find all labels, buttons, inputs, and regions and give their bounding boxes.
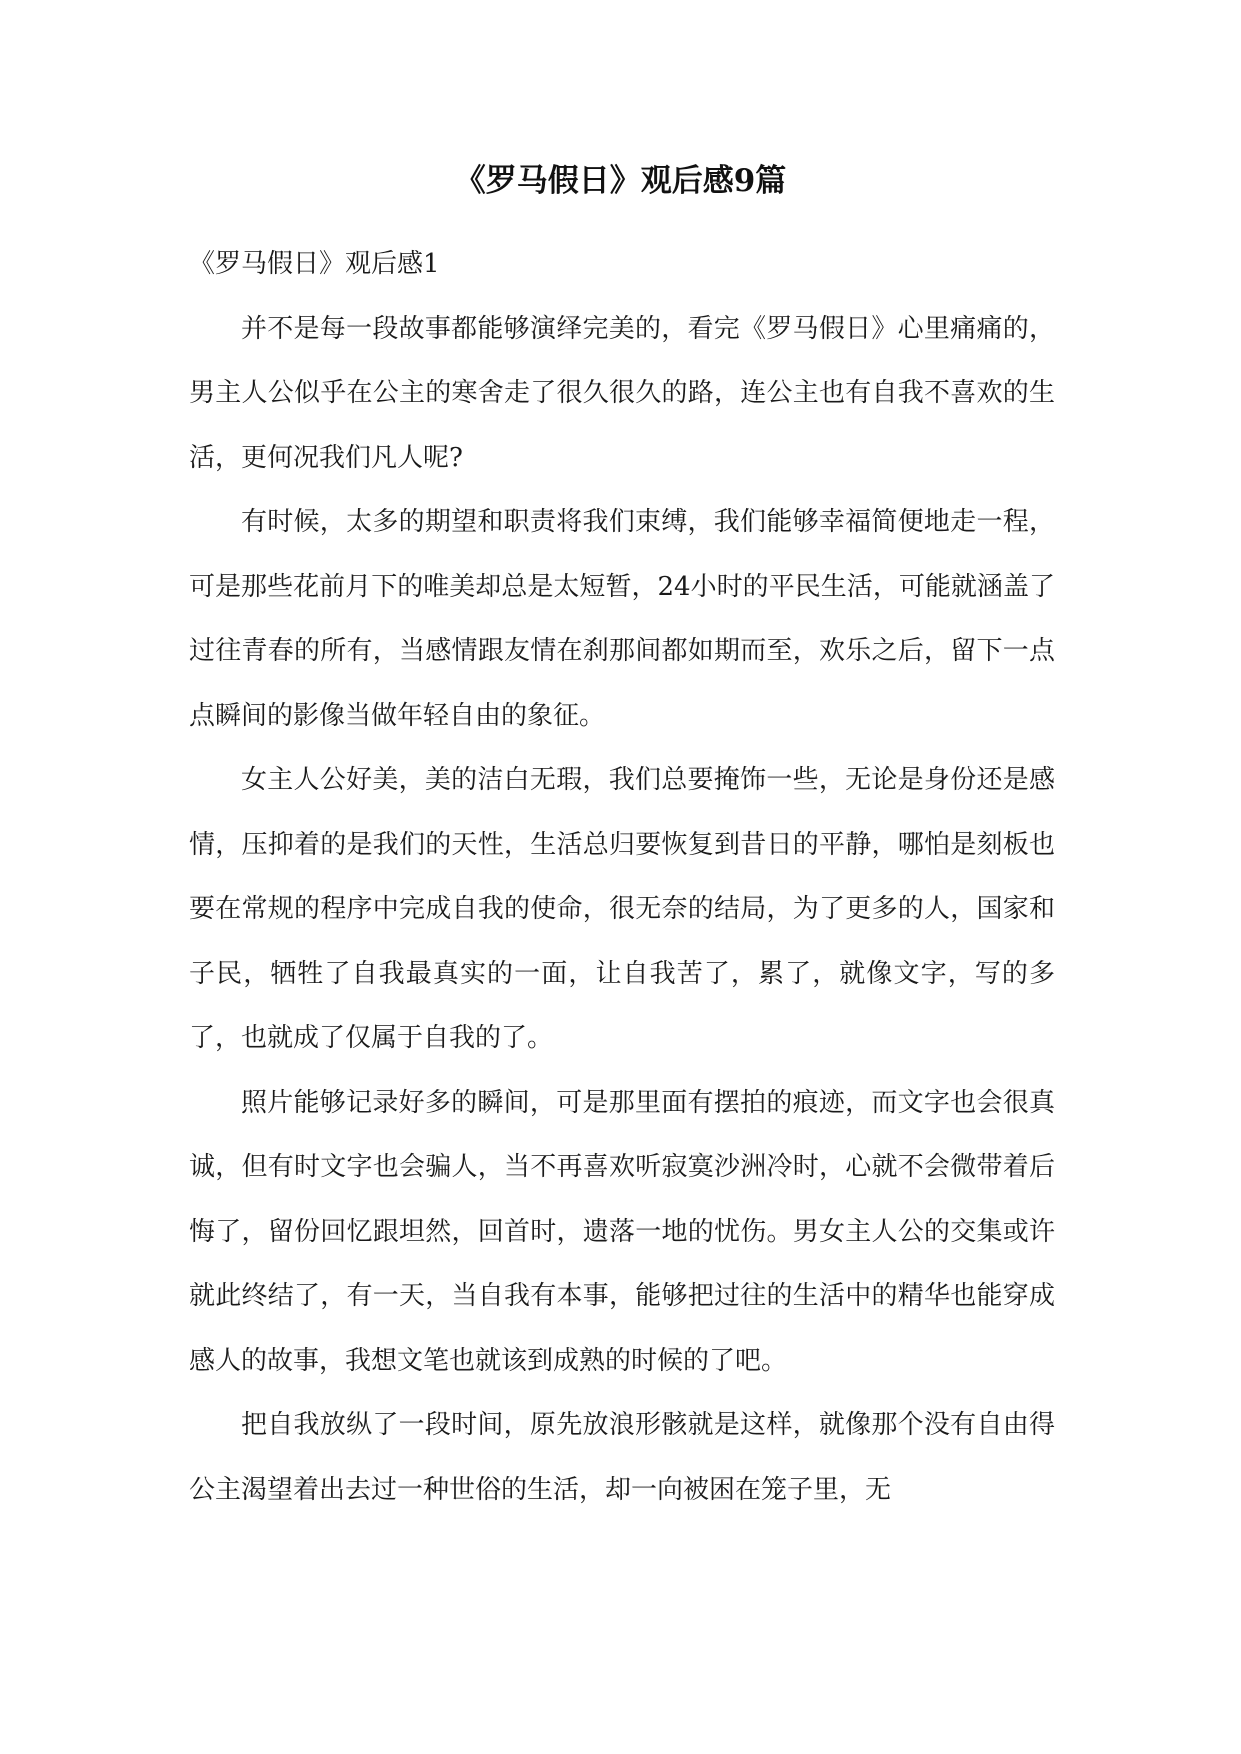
paragraph-4: 照片能够记录好多的瞬间，可是那里面有摆拍的痕迹，而文字也会很真诚，但有时文字也会骗人，当不再喜欢听寂寞沙洲冷时，心就不会微带着后悔了，留份回忆跟坦然，回首时，遗落一地的忧伤。男女主人公的交集或许就此终结了，有一天，当自我有本事，能够把过往的生活中的精华也能穿成感人的故事，我想文笔也就该到成熟的时候的了吧。 [189, 1087, 1055, 1376]
paragraph-3: 女主人公好美，美的洁白无瑕，我们总要掩饰一些，无论是身份还是感情，压抑着的是我们的天性，生活总归要恢复到昔日的平静，哪怕是刻板也要在常规的程序中完成自我的使命，很无奈的结局，为了更多的人，国家和子民，牺牲了自我最真实的一面，让自我苦了，累了，就像文字，写的多了，也就成了仅属于自我的了。 [189, 765, 1055, 1053]
paragraph-5: 把自我放纵了一段时间，原先放浪形骸就是这样，就像那个没有自由得公主渴望着出去过一种世俗的生活，却一向被困在笼子里，无 [189, 1410, 1055, 1505]
paragraph-2: 有时候，太多的期望和职责将我们束缚，我们能够幸福简便地走一程，可是那些花前月下的唯美却总是太短暂，24小时的平民生活，可能就涵盖了过往青春的所有，当感情跟友情在刹那间都如期而至，欢乐之后，留下一点点瞬间的影像当做年轻自由的象征。 [189, 507, 1055, 731]
section-heading: 《罗马假日》观后感1 [189, 249, 440, 279]
document-title: 《罗马假日》观后感9篇 [454, 163, 787, 199]
paragraph-1: 并不是每一段故事都能够演绎完美的，看完《罗马假日》心里痛痛的，男主人公似乎在公主的寒舍走了很久很久的路，连公主也有自我不喜欢的生活，更何况我们凡人呢? [189, 313, 1055, 473]
document-body [189, 232, 1055, 1522]
